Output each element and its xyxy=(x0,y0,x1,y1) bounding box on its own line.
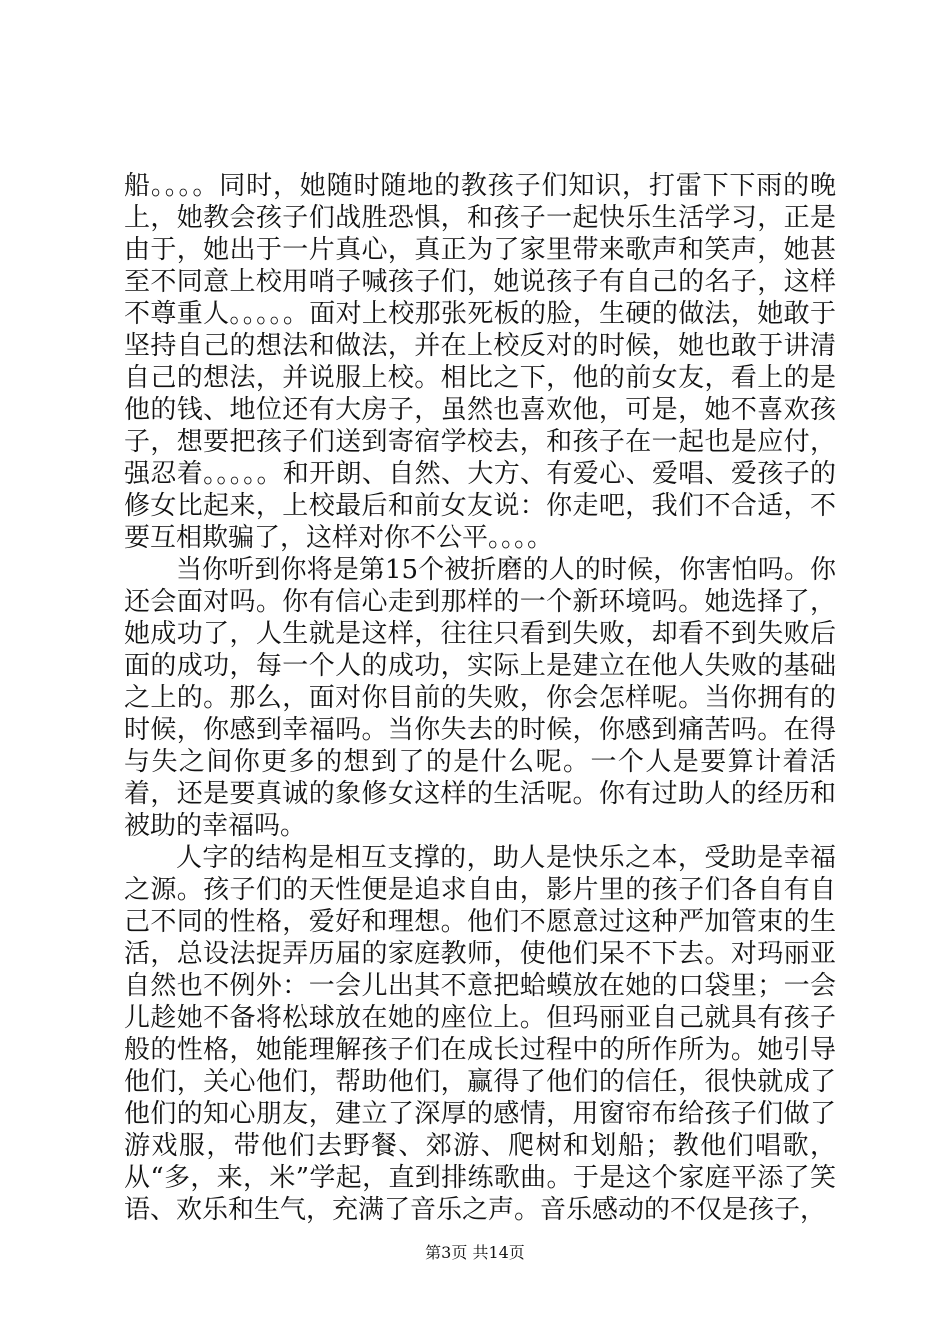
paragraph-3: 人字的结构是相互支撑的，助人是快乐之本，受助是幸福之源。孩子们的天性便是追求自由，影片里的孩子们各自有自己不同的性格，爱好和理想。他们不愿意过这种严加管束的生活，总设法捉弄历届的家庭教师，使他们呆不下去。对玛丽亚自然也不例外：一会儿出其不意把蛤蟆放在她的口袋里；一会儿趁她不备将松球放在她的座位上。但玛丽亚自己就具有孩子般的性格，她能理解孩子们在成长过程中的所作所为。她引导他们，关心他们，帮助他们，赢得了他们的信任，很快就成了他们的知心朋友，建立了深厚的感情，用窗帘布给孩子们做了游戏服，带他们去野餐、郊游、爬树和划船；教他们唱歌，从“多，来，米”学起，直到排练歌曲。于是这个家庭平添了笑语、欢乐和生气，充满了音乐之声。音乐感动的不仅是孩子， xyxy=(124,843,836,1225)
page-footer xyxy=(0,1240,950,1263)
paragraph-1: 船。。。。同时，她随时随地的教孩子们知识，打雷下下雨的晚上，她教会孩子们战胜恐惧，和孩子一起快乐生活学习，正是由于，她出于一片真心，真正为了家里带来歌声和笑声，她甚至不同意上校用哨子喊孩子们，她说孩子有自己的名子，这样不尊重人。。。。。面对上校那张死板的脸，生硬的做法，她敢于坚持自己的想法和做法，并在上校反对的时候，她也敢于讲清自己的想法，并说服上校。相比之下，他的前女友，看上的是他的钱、地位还有大房子，虽然也喜欢他，可是，她不喜欢孩子，想要把孩子们送到寄宿学校去，和孩子在一起也是应付，强忍着。。。。。和开朗、自然、大方、有爱心、爱唱、爱孩子的修女比起来，上校最后和前女友说：你走吧，我们不合适，不要互相欺骗了，这样对你不公平。。。。 xyxy=(124,171,836,553)
page-number-label: 第3页 共14页 xyxy=(425,1243,525,1262)
document-body xyxy=(124,170,836,1226)
paragraph-2: 当你听到你将是第15个被折磨的人的时候，你害怕吗。你还会面对吗。你有信心走到那样的一个新环境吗。她选择了，她成功了，人生就是这样，往往只看到失败，却看不到失败后面的成功，每一个人的成功，实际上是建立在他人失败的基础之上的。那么，面对你目前的失败，你会怎样呢。当你拥有的时候，你感到幸福吗。当你失去的时候，你感到痛苦吗。在得与失之间你更多的想到了的是什么呢。一个人是要算计着活着，还是要真诚的象修女这样的生活呢。你有过助人的经历和被助的幸福吗。 xyxy=(124,555,836,841)
